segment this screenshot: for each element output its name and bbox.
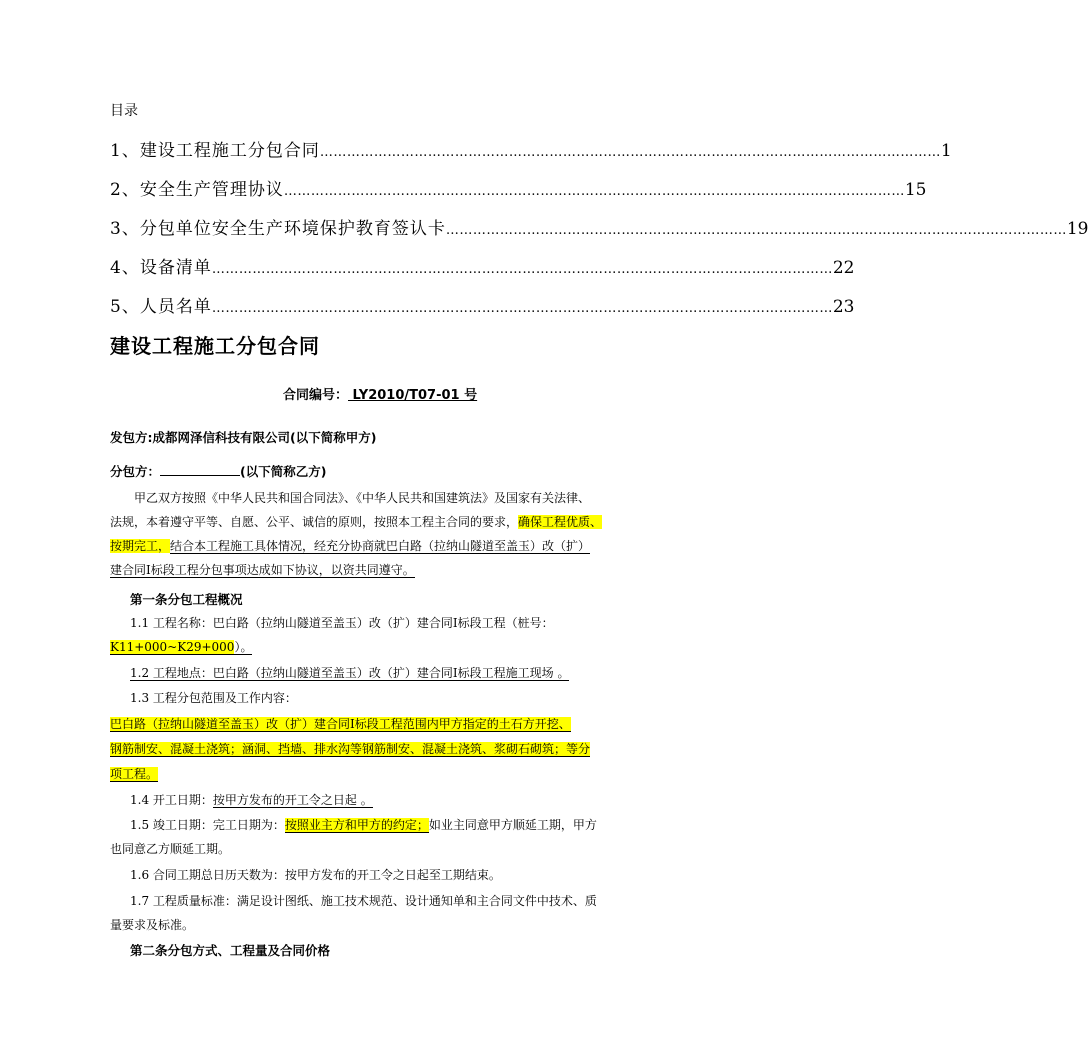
toc-item[interactable] (110, 292, 855, 317)
intro-line-3 (110, 537, 640, 554)
contractor-a: 发包方:成都网泽信科技有限公司(以下简称甲方) (110, 430, 377, 445)
article-2-title: 第二条分包方式、工程量及合同价格 (130, 943, 331, 958)
highlighted-text: 确保工程优质、 (518, 515, 603, 529)
document-title: 建设工程施工分包合同 (110, 334, 320, 358)
intro-line-2 (110, 513, 640, 530)
toc-item[interactable] (110, 175, 927, 200)
clause-text: 按甲方发布的开工令之日起 。 (212, 793, 373, 807)
intro-text: 结合本工程施工具体情况，经充分协商就巴白路（拉纳山隧道至盖玉）改（扩） (170, 539, 591, 553)
highlighted-text: 按照业主方和甲方的约定； (284, 818, 429, 832)
toc-item[interactable] (110, 136, 952, 161)
clause-1-5 (130, 816, 660, 833)
toc-page-number: 1 (940, 141, 952, 161)
contractor-b (110, 462, 326, 480)
toc-page-number: 22 (832, 258, 855, 278)
intro-line-1: 甲乙双方按照《中华人民共和国合同法》、《中华人民共和国建筑法》及国家有关法律、 (134, 491, 591, 505)
article-1-title: 第一条分包工程概况 (130, 592, 243, 607)
toc-leader-dots: ………………………………………………………………………………………………………………………… (211, 301, 833, 316)
intro-text: 建合同Ⅰ标段工程分包事项达成如下协议，以资共同遵守。 (110, 563, 415, 577)
toc-leader-dots: ………………………………………………………………………………………………………………………… (283, 184, 905, 199)
clause-1-4 (130, 791, 660, 808)
toc-item-number: 1、 (110, 141, 140, 161)
clause-text: ）。 (234, 640, 253, 654)
clause-1-3-scope-1 (110, 715, 640, 732)
contract-number-label: 合同编号： (283, 388, 349, 403)
toc-page-number: 15 (904, 180, 927, 200)
toc-title: 目录 (110, 103, 138, 119)
toc-item[interactable] (110, 253, 855, 278)
toc-item[interactable] (110, 214, 1088, 239)
clause-1-2 (130, 664, 660, 681)
highlighted-text: 钢筋制安、混凝土浇筑；涵洞、挡墙、排水沟等钢筋制安、混凝土浇筑、浆砌石砌筑；等分 (110, 742, 591, 756)
toc-page-number: 23 (832, 297, 855, 317)
contract-number (283, 384, 477, 403)
highlighted-text: 项工程。 (110, 767, 159, 781)
toc-item-text: 人员名单 (139, 297, 212, 317)
clause-text: 如业主同意甲方顺延工期，甲方 (428, 818, 597, 832)
clause-1-3: 1.3 工程分包范围及工作内容： (130, 691, 297, 705)
clause-1-5-cont: 也同意乙方顺延工期。 (110, 842, 231, 856)
clause-text: 1.2 工程地点：巴白路（拉纳山隧道至盖玉）改（扩）建合同Ⅰ标段工程施工现场 。 (130, 666, 570, 680)
toc-item-number: 3、 (110, 219, 140, 239)
clause-1-1-cont (110, 638, 640, 655)
toc-leader-dots: ………………………………………………………………………………………………………………………… (445, 223, 1067, 238)
toc-item-text: 分包单位安全生产环境保护教育签认卡 (139, 219, 446, 239)
contract-number-value: LY2010/T07-01 号 (348, 388, 478, 403)
toc-leader-dots: ………………………………………………………………………………………………………………………… (211, 262, 833, 277)
toc-item-text: 设备清单 (139, 258, 212, 278)
toc-item-number: 2、 (110, 180, 140, 200)
clause-1-6: 1.6 合同工期总日历天数为：按甲方发布的开工令之日起至工期结束。 (130, 868, 501, 882)
contractor-b-blank (160, 463, 240, 476)
clause-1-7-cont: 量要求及标准。 (110, 918, 195, 932)
contractor-b-label: 分包方： (110, 464, 161, 479)
toc-page-number: 19 (1066, 219, 1088, 239)
clause-1-3-scope-2 (110, 740, 640, 757)
clause-label: 1.4 开工日期： (130, 793, 213, 807)
toc-item-number: 4、 (110, 258, 140, 278)
contractor-b-suffix: (以下简称乙方) (240, 464, 327, 479)
toc-item-text: 安全生产管理协议 (139, 180, 284, 200)
clause-1-1: 1.1 工程名称：巴白路（拉纳山隧道至盖玉）改（扩）建合同Ⅰ标段工程（桩号： (130, 616, 554, 630)
clause-1-7: 1.7 工程质量标准：满足设计图纸、施工技术规范、设计通知单和主合同文件中技术、质 (130, 894, 597, 908)
clause-1-3-scope-3 (110, 765, 640, 782)
highlighted-text: 按期完工， (110, 539, 171, 553)
intro-line-4 (110, 561, 640, 578)
toc-leader-dots: ………………………………………………………………………………………………………………………… (319, 145, 941, 160)
highlighted-text: 巴白路（拉纳山隧道至盖玉）改（扩）建合同Ⅰ标段工程范围内甲方指定的土石方开挖、 (110, 717, 571, 731)
clause-label: 1.5 竣工日期：完工日期为： (130, 818, 285, 832)
intro-text: 法规，本着遵守平等、自愿、公平、诚信的原则，按照本工程主合同的要求， (110, 515, 519, 529)
toc-item-number: 5、 (110, 297, 140, 317)
highlighted-text: K11+000~K29+000 (110, 640, 235, 654)
toc-item-text: 建设工程施工分包合同 (139, 141, 320, 161)
